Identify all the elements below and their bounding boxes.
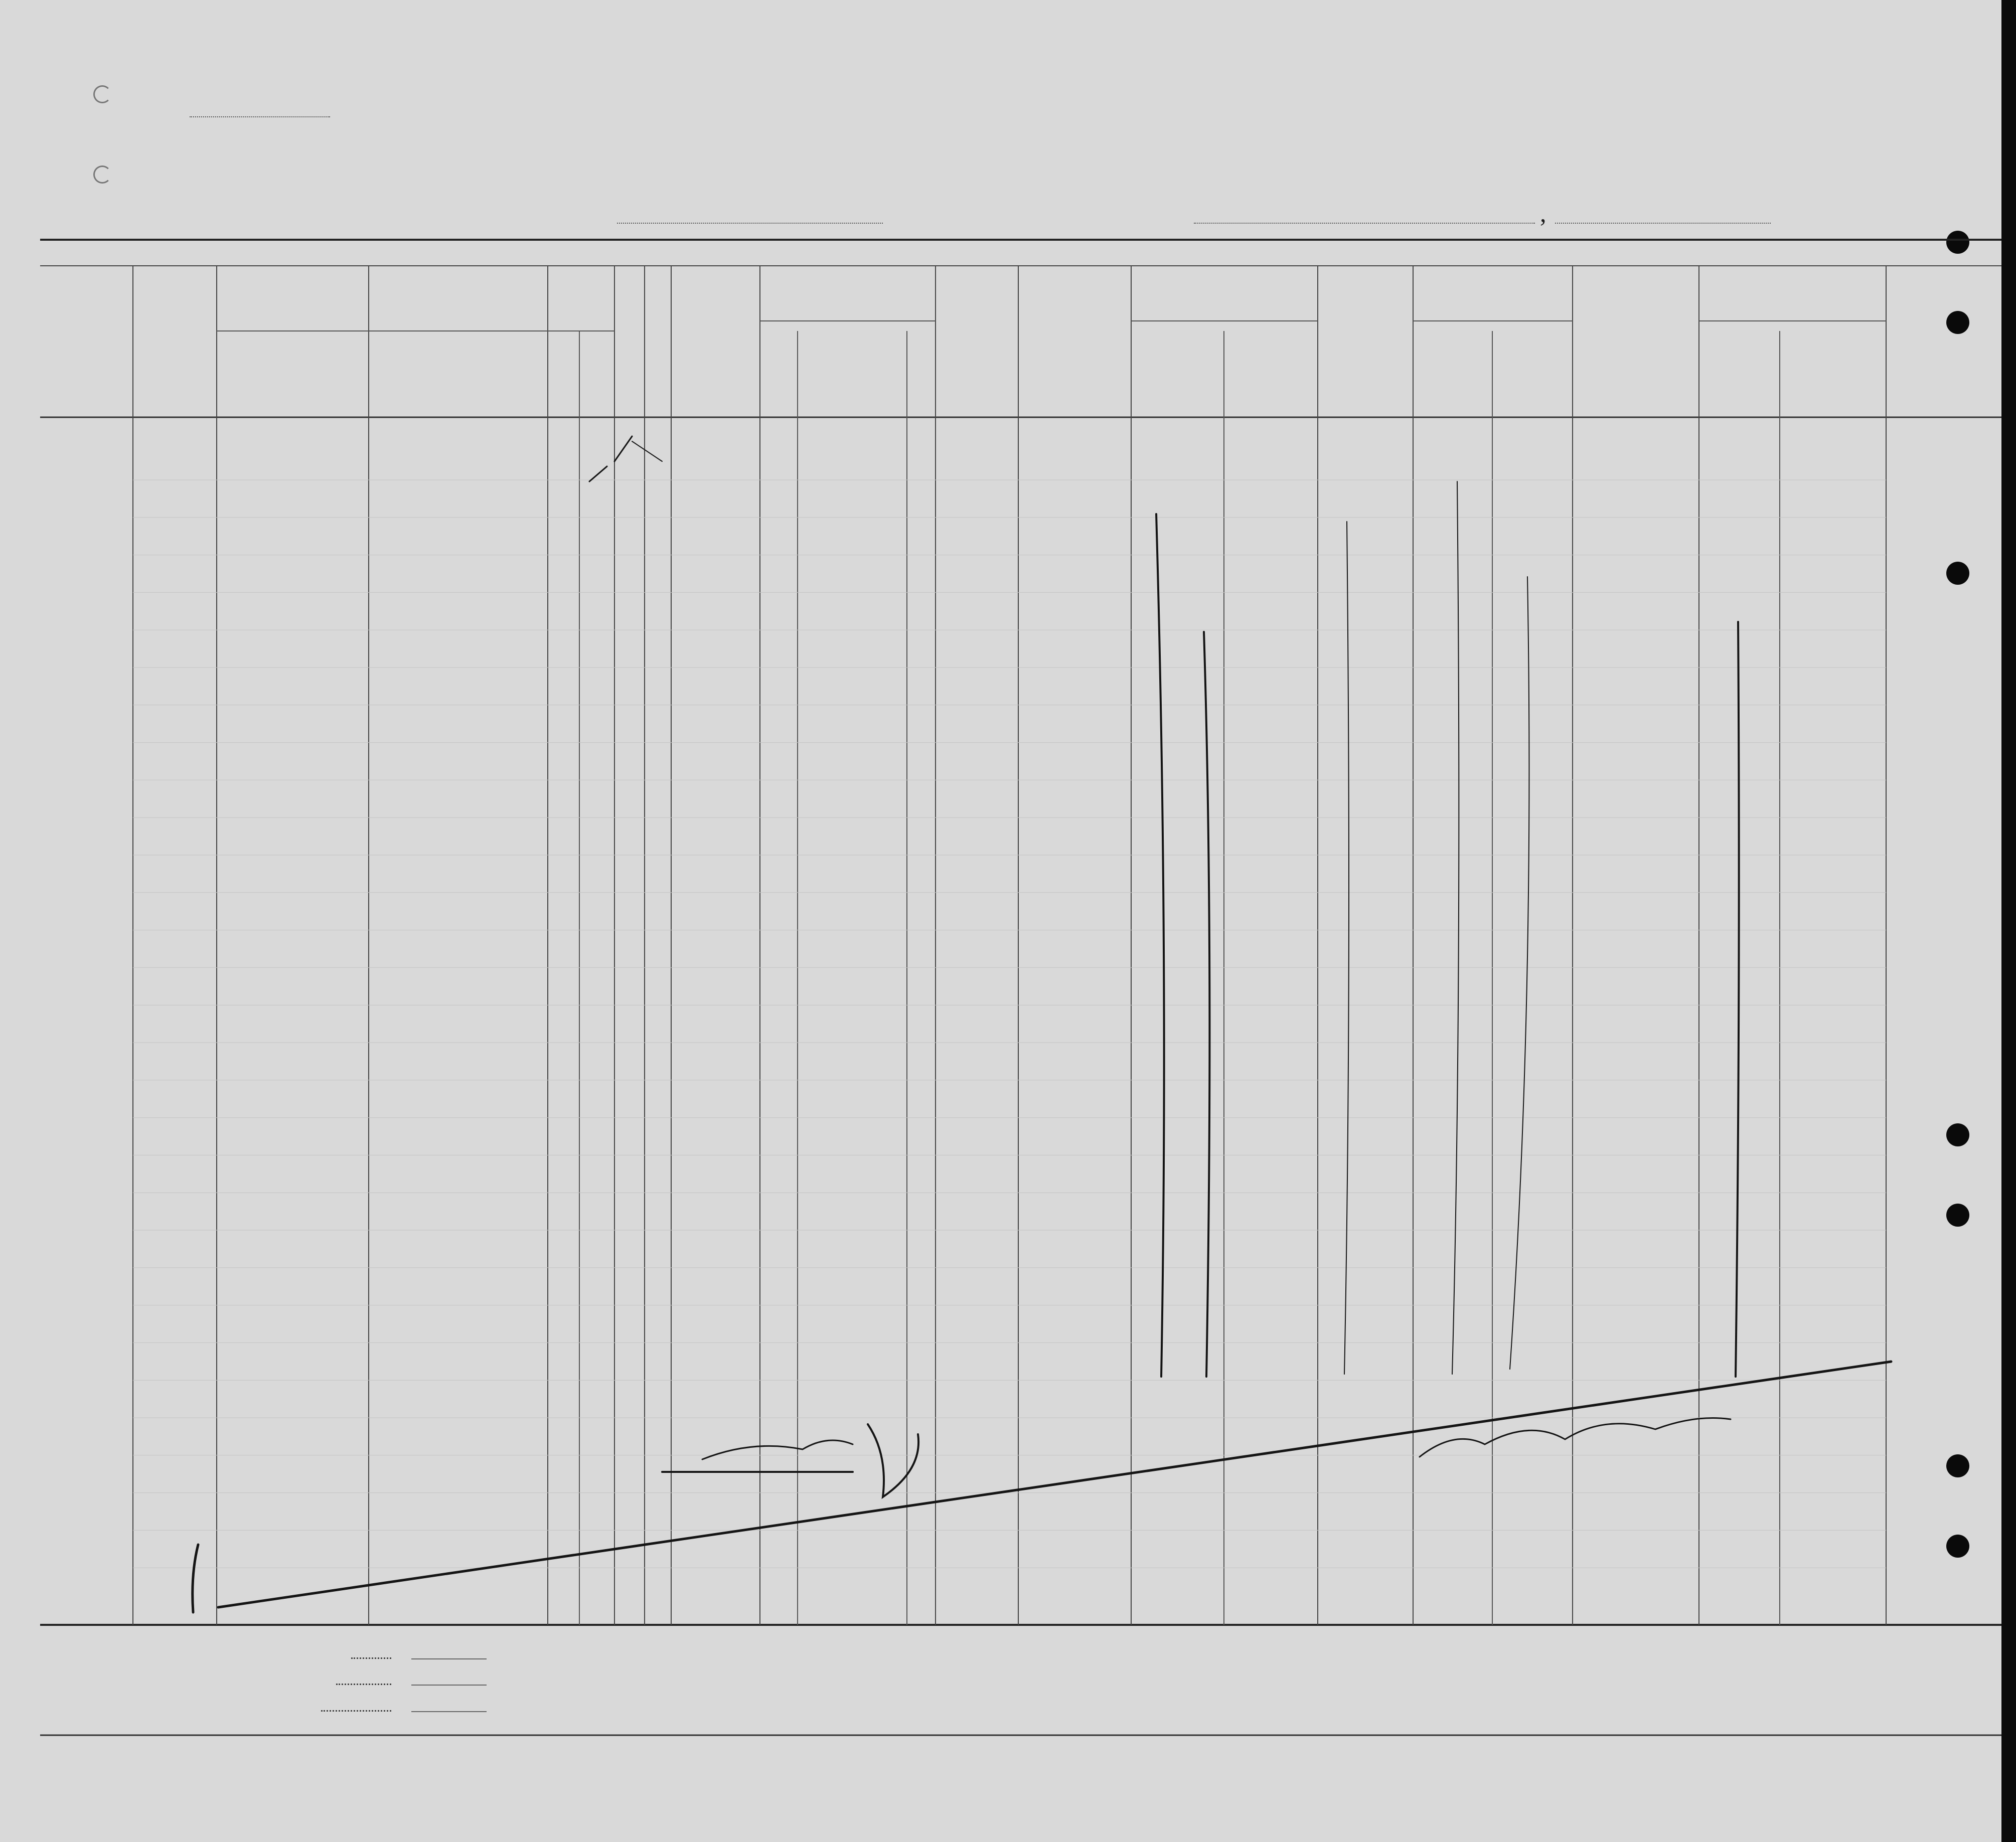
pen-stroke — [193, 1545, 198, 1612]
scan-edge — [2001, 0, 2016, 1842]
pen-stroke — [1510, 577, 1529, 1369]
pen-stroke — [1156, 514, 1164, 1377]
pen-stroke — [632, 441, 662, 461]
pen-stroke — [218, 1362, 1891, 1607]
pen-stroke — [1204, 632, 1209, 1377]
pen-stroke — [1736, 622, 1739, 1377]
pen-stroke — [1344, 522, 1349, 1374]
pen-stroke — [868, 1424, 918, 1497]
pen-stroke — [589, 466, 607, 481]
pen-stroke — [1452, 481, 1459, 1374]
pen-stroke — [614, 436, 632, 461]
comma: , — [1540, 199, 1546, 227]
pen-stroke — [702, 1440, 853, 1459]
